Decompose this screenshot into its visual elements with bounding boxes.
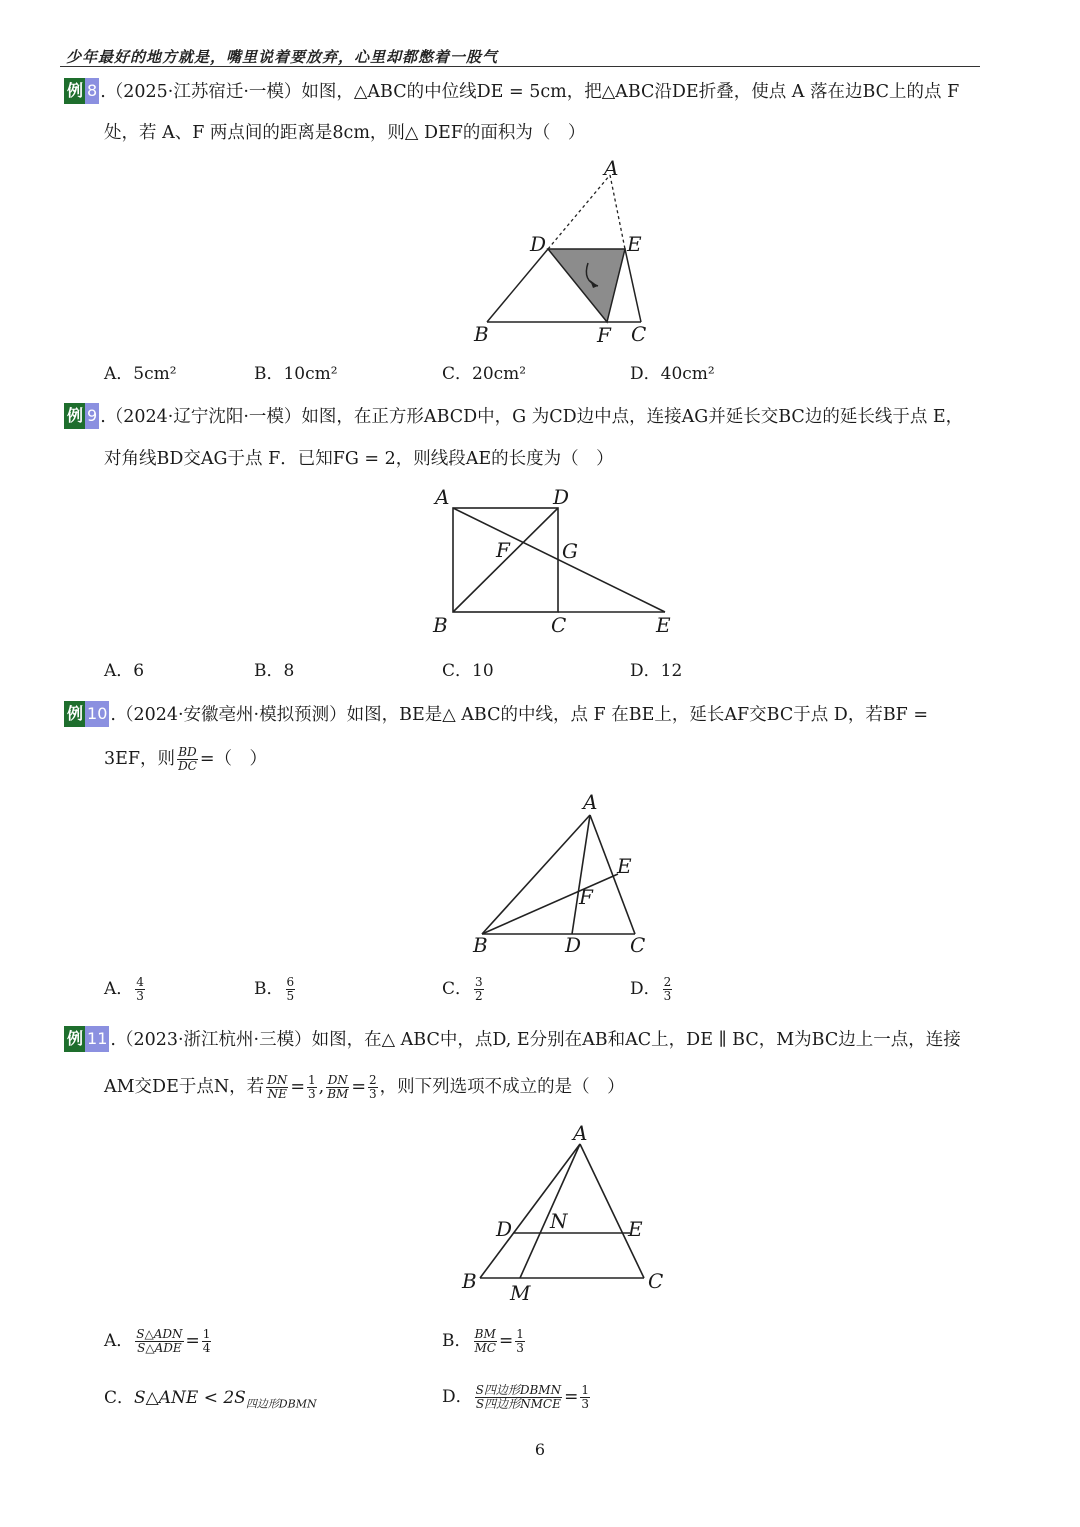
q8-text1: .（2025·江苏宿迁·一模）如图，△ABC的中位线DE = 5cm，把△ABC沿DE折叠，使点 A 落在边BC上的点 F — [100, 82, 960, 102]
page-number: 6 — [534, 1440, 546, 1459]
q8-figure — [460, 155, 680, 350]
q11-number: 11 — [85, 1026, 109, 1052]
q8-option-d[interactable]: D．40cm² — [630, 364, 715, 384]
q11-option-d-num: S四边形DBMN — [475, 1383, 562, 1397]
q10-label-e: E — [617, 854, 632, 878]
q10-option-d[interactable] — [630, 976, 674, 1003]
q11-option-a-vden: 4 — [202, 1341, 211, 1355]
q10-figure — [465, 790, 665, 960]
q8-label-b: B — [474, 322, 489, 346]
q9-label-g: G — [562, 539, 578, 563]
q11-option-d-value — [580, 1384, 590, 1411]
q11-line2 — [104, 1074, 625, 1101]
q10-number: 10 — [85, 701, 109, 727]
q11-option-d-eq: = — [564, 1387, 579, 1407]
q11-option-d-fraction — [475, 1384, 562, 1411]
q11-line2-post: ，则下列选项不成立的是（ ） — [379, 1077, 625, 1097]
q10-frac-num: BD — [178, 745, 197, 759]
q11-eq2: = — [351, 1077, 366, 1097]
q8-label-f: F — [597, 323, 611, 347]
q11-tag: 例 — [64, 1026, 85, 1052]
q11-f2v-den: 3 — [368, 1087, 377, 1101]
q11-option-a-vnum: 1 — [202, 1327, 211, 1341]
q11-segment-ac — [580, 1144, 644, 1278]
q11-option-a-fraction — [135, 1328, 183, 1355]
q11-option-d-vnum: 1 — [581, 1383, 589, 1397]
q11-text1: .（2023·浙江杭州·三模）如图，在△ ABC中，点D, E分别在AB和AC上，DE ∥ BC，M为BC边上一点，连接 — [110, 1030, 961, 1050]
q8-segment-ec — [625, 249, 641, 322]
q11-fraction-dn-ne — [266, 1074, 288, 1101]
q10-line2 — [104, 746, 267, 773]
q10-text1: .（2024·安徽亳州·模拟预测）如图，BE是△ ABC的中线，点 F 在BE上，延长AF交BC于点 D，若BF = — [110, 705, 929, 725]
q11-option-d[interactable] — [442, 1384, 592, 1411]
q10-tag: 例 — [64, 701, 85, 727]
q11-label-n: N — [550, 1209, 568, 1233]
q11-option-b[interactable] — [442, 1328, 527, 1355]
q11-f2-den: BM — [327, 1087, 349, 1101]
q11-f1v-den: 3 — [307, 1087, 316, 1101]
q11-option-a[interactable] — [104, 1328, 213, 1355]
q9-label-d: D — [553, 485, 570, 509]
q10-option-c-label: C． — [442, 979, 473, 999]
q8-label-c: C — [631, 322, 647, 346]
header-rule — [60, 66, 980, 67]
q10-line2-post: =（ ） — [199, 749, 268, 769]
q11-figure — [452, 1120, 672, 1310]
q9-option-c[interactable]: C．10 — [442, 661, 494, 681]
q10-option-b-fraction — [286, 976, 296, 1003]
q11-option-b-label: B． — [442, 1331, 472, 1351]
q11-option-a-eq: = — [185, 1331, 200, 1351]
q11-option-d-label: D． — [442, 1387, 473, 1407]
q11-option-d-den: S四边形NMCE — [475, 1397, 561, 1411]
q11-f1-den: NE — [267, 1087, 287, 1101]
q11-label-d: D — [496, 1217, 513, 1241]
q11-label-b: B — [462, 1269, 477, 1293]
q10-option-a[interactable] — [104, 976, 147, 1003]
q9-label-f: F — [496, 538, 510, 562]
q11-option-c[interactable] — [104, 1386, 317, 1416]
q9-label-e: E — [656, 613, 671, 637]
q9-tag: 例 — [64, 403, 85, 429]
q11-f2v-num: 2 — [368, 1073, 377, 1087]
q10-option-b-den: 5 — [286, 989, 295, 1003]
q10-option-a-fraction — [135, 976, 145, 1003]
q9-label-c: C — [551, 613, 567, 637]
q8-label-a: A — [604, 156, 619, 180]
q11-f2-num: DN — [327, 1073, 348, 1087]
q8-label-d: D — [530, 232, 547, 256]
q11-option-b-fraction — [474, 1328, 497, 1355]
q8-label-e: E — [627, 232, 642, 256]
q8-line2: 处，若 A、F 两点间的距离是8cm，则△ DEF的面积为（ ） — [104, 123, 586, 143]
q11-option-c-sub: 四边形DBMN — [245, 1397, 317, 1411]
q10-frac-den: DC — [178, 759, 197, 773]
q11-option-a-value — [202, 1328, 212, 1355]
q11-line2-pre: AM交DE于点N，若 — [104, 1077, 265, 1097]
q11-label-a: A — [573, 1121, 588, 1145]
q11-label-e: E — [628, 1217, 643, 1241]
q11-option-b-num: BM — [474, 1327, 496, 1341]
q9-text1: .（2024·辽宁沈阳·一模）如图，在正方形ABCD中，G 为CD边中点，连接AG并延长交BC边的延长线于点 E， — [100, 407, 964, 427]
q11-option-d-vden: 3 — [581, 1397, 589, 1411]
q9-line1 — [64, 403, 963, 429]
q11-option-b-vden: 3 — [516, 1341, 524, 1355]
q11-line1 — [64, 1026, 961, 1052]
q10-option-a-label: A． — [104, 979, 134, 999]
q8-number: 8 — [85, 78, 99, 104]
q9-label-a: A — [435, 485, 450, 509]
q9-line2: 对角线BD交AG于点 F．已知FG = 2，则线段AE的长度为（ ） — [104, 449, 614, 469]
q9-number: 9 — [85, 403, 99, 429]
q11-label-m: M — [510, 1281, 531, 1305]
q8-tag: 例 — [64, 78, 85, 104]
q10-option-d-label: D． — [630, 979, 661, 999]
q10-median-be — [482, 874, 618, 934]
q11-option-b-eq: = — [498, 1331, 514, 1351]
q10-option-c-den: 2 — [475, 989, 483, 1003]
q10-option-c-fraction — [474, 976, 484, 1003]
q10-option-b-label: B． — [254, 979, 284, 999]
q11-option-b-den: MC — [474, 1341, 496, 1355]
q9-figure — [425, 480, 685, 642]
q8-line1 — [64, 78, 959, 104]
q10-label-c: C — [630, 933, 646, 957]
q10-label-b: B — [473, 933, 488, 957]
q10-segment-ba — [482, 815, 590, 934]
q11-option-a-den: S△ADE — [137, 1341, 182, 1355]
q11-option-c-text: S△ANE < 2S — [134, 1388, 246, 1408]
q9-segment-ae — [453, 508, 665, 612]
q8-option-c[interactable]: C．20cm² — [442, 364, 527, 384]
q11-fraction-two-thirds — [368, 1074, 378, 1101]
q11-f1-num: DN — [267, 1073, 288, 1087]
q9-option-a[interactable]: A．6 — [104, 661, 145, 681]
q11-option-a-num: S△ADN — [136, 1327, 183, 1341]
q11-f1v-num: 1 — [307, 1073, 316, 1087]
q10-label-f: F — [579, 885, 593, 909]
q11-comma: , — [318, 1077, 325, 1097]
q10-option-c-num: 3 — [475, 975, 483, 989]
q8-option-b[interactable]: B．10cm² — [254, 364, 338, 384]
q8-shaded-triangle-def — [548, 249, 625, 322]
q11-option-c-label: C． — [104, 1388, 135, 1408]
q10-fraction-bd-dc — [177, 746, 198, 773]
q10-option-a-num: 4 — [136, 975, 144, 989]
q11-option-b-value — [515, 1328, 525, 1355]
q10-line1 — [64, 701, 928, 727]
q9-option-b[interactable]: B．8 — [254, 661, 295, 681]
q11-option-a-label: A． — [104, 1331, 134, 1351]
q10-option-a-den: 3 — [136, 989, 144, 1003]
q9-label-b: B — [433, 613, 448, 637]
header-motto: 少年最好的地方就是，嘴里说着要放弃，心里却都憋着一股气 — [66, 48, 499, 66]
q8-dashed-ae — [610, 175, 625, 249]
q10-option-d-fraction — [663, 976, 673, 1003]
q11-label-c: C — [648, 1269, 664, 1293]
q10-option-b-num: 6 — [286, 975, 295, 989]
q9-option-d[interactable]: D．12 — [630, 661, 683, 681]
q10-option-d-num: 2 — [663, 975, 672, 989]
q8-segment-bd — [487, 249, 548, 322]
q11-fraction-one-third — [307, 1074, 317, 1101]
q10-option-c[interactable] — [442, 976, 486, 1003]
q11-fraction-dn-bm — [326, 1074, 349, 1101]
q8-dashed-da — [548, 175, 610, 249]
q10-option-d-den: 3 — [663, 989, 672, 1003]
q10-label-d: D — [565, 933, 582, 957]
q10-option-b[interactable] — [254, 976, 297, 1003]
q10-label-a: A — [583, 790, 598, 814]
q11-eq1: = — [290, 1077, 305, 1097]
q10-line2-pre: 3EF，则 — [104, 749, 176, 769]
q8-option-a[interactable]: A．5cm² — [104, 364, 177, 384]
q11-option-b-vnum: 1 — [516, 1327, 524, 1341]
